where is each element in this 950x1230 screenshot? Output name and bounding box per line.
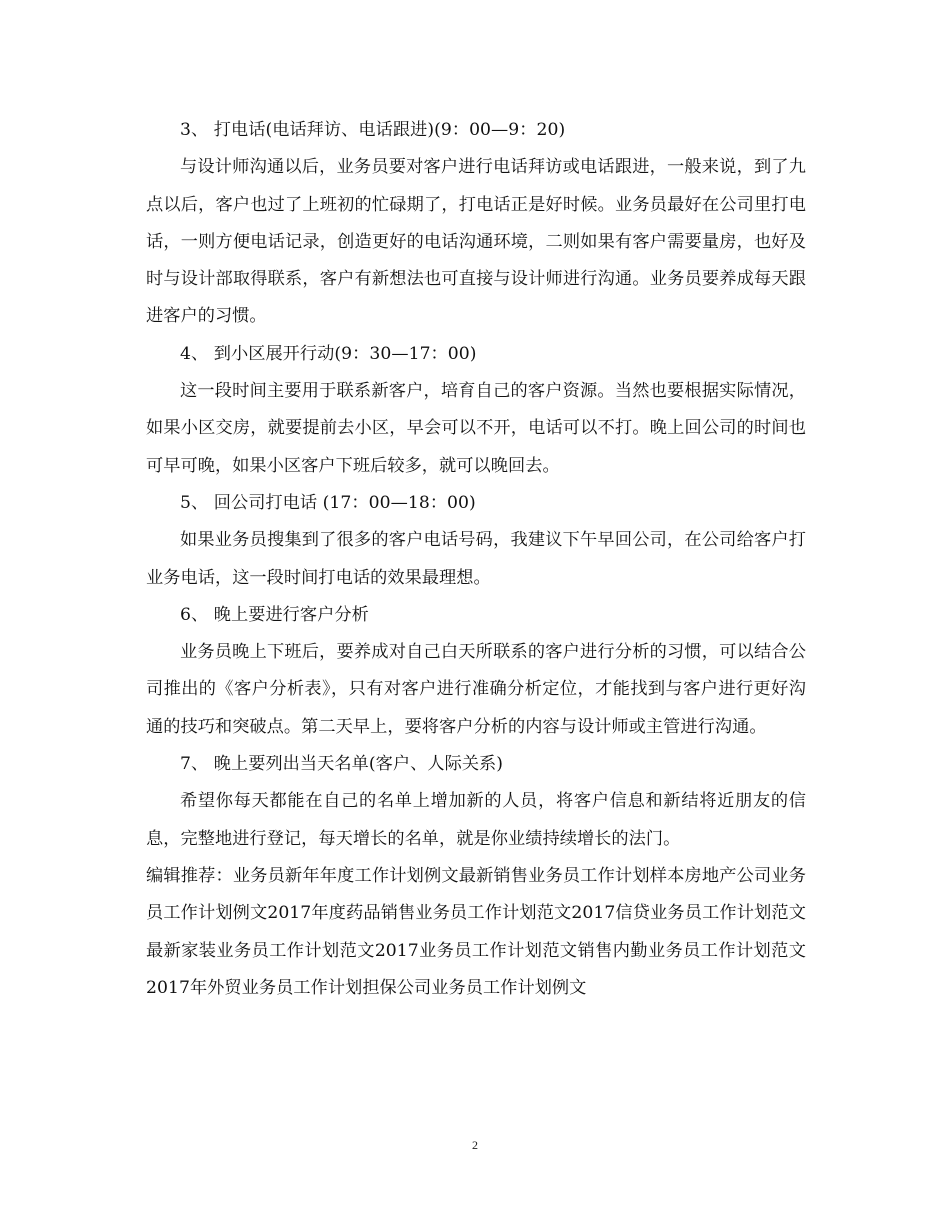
section-heading-4: 4、 到小区展开行动(9：30—17：00): [180, 343, 477, 364]
page-content: [146, 112, 806, 1007]
section-body-6: 业务员晚上下班后，要养成对自己白天所联系的客户进行分析的习惯，可以结合公司推出的《客户分析表》，只有对客户进行准确分析定位，才能找到与客户进行更好沟通的技巧和突破点。第二天早上，要将客户分析的内容与设计师或主管进行沟通。: [146, 642, 806, 737]
editor-recommendation: 编辑推荐：业务员新年年度工作计划例文最新销售业务员工作计划样本房地产公司业务员工作计划例文2017年度药品销售业务员工作计划范文2017信贷业务员工作计划范文最新家装业务员工作计划范文2017业务员工作计划范文销售内勤业务员工作计划范文2017年外贸业务员工作计划担保公司业务员工作计划例文: [146, 865, 806, 998]
section-body-3: 与设计师沟通以后，业务员要对客户进行电话拜访或电话跟进，一般来说，到了九点以后，客户也过了上班初的忙碌期了，打电话正是好时候。业务员最好在公司里打电话，一则方便电话记录，创造更好的电话沟通环境，二则如果有客户需要量房，也好及时与设计部取得联系，客户有新想法也可直接与设计师进行沟通。业务员要养成每天跟进客户的习惯。: [146, 157, 806, 327]
section-body-4: 这一段时间主要用于联系新客户，培育自己的客户资源。当然也要根据实际情况，如果小区交房，就要提前去小区，早会可以不开，电话可以不打。晚上回公司的时间也可早可晚，如果小区客户下班后较多，就可以晚回去。: [146, 381, 806, 476]
section-heading-7: 7、 晚上要列出当天名单(客户、人际关系): [180, 754, 504, 775]
page-number: 2: [472, 1138, 478, 1152]
section-heading-6: 6、 晚上要进行客户分析: [180, 604, 369, 625]
section-body-5: 如果业务员搜集到了很多的客户电话号码，我建议下午早回公司，在公司给客户打业务电话，这一段时间打电话的效果最理想。: [146, 530, 806, 588]
section-heading-3: 3、 打电话(电话拜访、电话跟进)(9：00—9：20): [180, 120, 566, 140]
section-body-7: 希望你每天都能在自己的名单上增加新的人员，将客户信息和新结将近朋友的信息，完整地进行登记，每天增长的名单，就是你业绩持续增长的法门。: [146, 791, 806, 849]
section-heading-5: 5、 回公司打电话 (17：00—18：00): [180, 492, 476, 513]
